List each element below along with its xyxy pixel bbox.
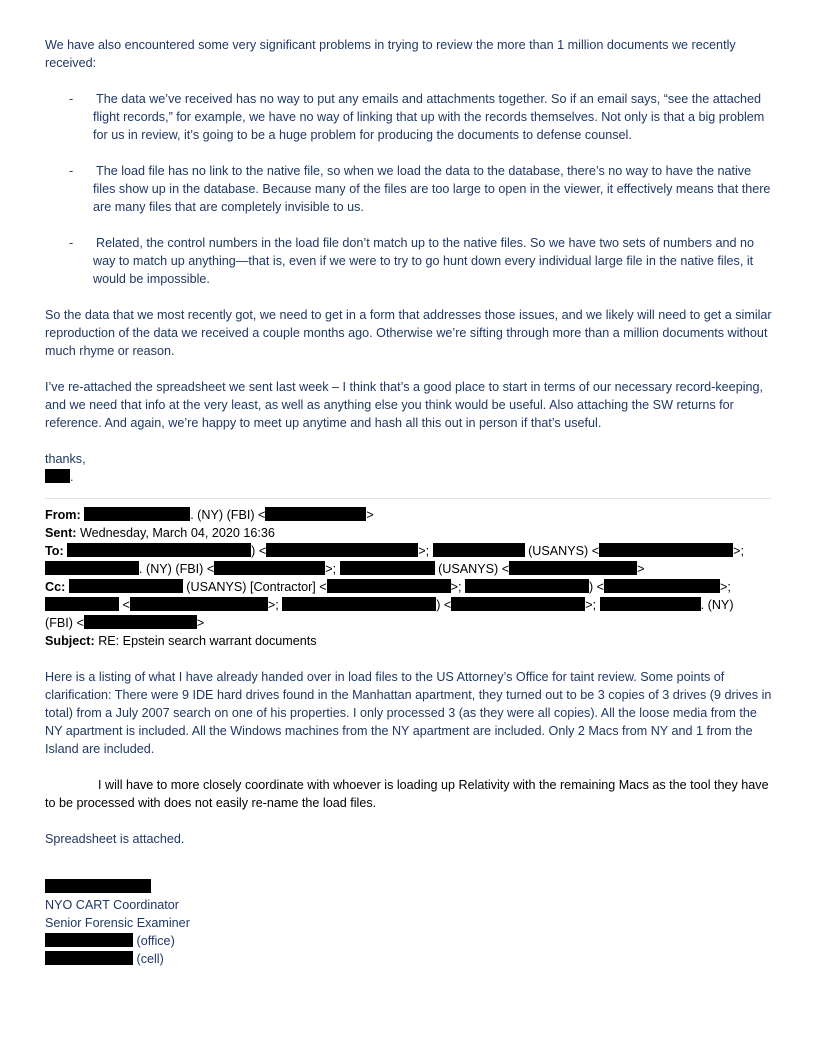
redaction-block [84, 507, 190, 521]
redaction-block [214, 561, 325, 575]
signature-cell-phone [45, 950, 773, 968]
redaction-block [45, 879, 151, 893]
to-text: (USANYS) < [438, 562, 510, 576]
redaction-block [266, 543, 418, 557]
intro-paragraph: We have also encountered some very significant problems in trying to review the more than 1 million documents we recently received: [45, 38, 736, 70]
from-label: From: [45, 508, 81, 522]
redaction-block [84, 615, 197, 629]
cc-text: >; [720, 580, 731, 594]
cc-label: Cc: [45, 580, 66, 594]
to-line [45, 542, 773, 560]
body-paragraph: Here is a listing of what I have already handed over in load files to the US Attorney’s Office for taint review. Some points of clarification: There were 9 IDE hard drives found in the Manhattan apartment, they turned out to be 3 copies of 3 drives (9 drives in total) from a July 2007 search on one of his properties. I only processed 3 (as they were all copies). All the loose media from the NY apartment is included. All the Windows machines from the NY apartment are included. Only 2 Macs from NY and 1 from the Island are included. [45, 670, 772, 756]
redaction-block [509, 561, 637, 575]
cc-line-continued [45, 614, 773, 632]
signature-line [45, 468, 773, 486]
cc-text: >; [267, 598, 279, 612]
bullet-marker: - [69, 236, 74, 250]
email-header [45, 506, 773, 650]
subject-label: Subject: [45, 634, 95, 648]
sent-line [45, 524, 773, 542]
bullet-item [45, 234, 773, 288]
bullet-text: The data we’ve received has no way to put any emails and attachments together. So if an email says, “see the attached flight records,” for example, we have no way of linking that up with the records themselves. Not only is that a big problem for us in review, it’s going to be a huge problem for producing the documents to defense counsel. [93, 92, 765, 142]
cc-line-continued [45, 596, 773, 614]
bullet-item [45, 90, 773, 144]
redaction-block [451, 597, 585, 611]
cc-text: . (NY) [700, 598, 734, 612]
redaction-block [130, 597, 268, 611]
cc-text: < [122, 598, 130, 612]
redaction-block [67, 543, 251, 557]
cc-text: >; [585, 598, 597, 612]
cc-text: > [196, 616, 205, 630]
to-text: >; [418, 544, 430, 558]
to-text: >; [325, 562, 337, 576]
office-label: (office) [133, 934, 175, 948]
closing-line: thanks, [45, 452, 86, 466]
signature-office-phone [45, 932, 773, 950]
to-label: To: [45, 544, 64, 558]
cc-line [45, 578, 773, 596]
redaction-block [599, 543, 733, 557]
redaction-block [433, 543, 525, 557]
redaction-block [45, 951, 133, 965]
subject-value: RE: Epstein search warrant documents [98, 634, 317, 648]
redaction-block [45, 933, 133, 947]
to-text: ) < [251, 544, 267, 558]
cc-text: (FBI) < [45, 616, 84, 630]
body-paragraph: Spreadsheet is attached. [45, 832, 185, 846]
signoff-dot: . [70, 470, 74, 484]
cc-text: (USANYS) [Contractor] < [186, 580, 327, 594]
redaction-block [465, 579, 589, 593]
redaction-block [340, 561, 435, 575]
to-text: > [637, 562, 645, 576]
redaction-block [45, 597, 119, 611]
redaction-block [327, 579, 451, 593]
redaction-block [600, 597, 701, 611]
cc-text: >; [450, 580, 462, 594]
signature-name [45, 878, 773, 896]
sent-label: Sent: [45, 526, 77, 540]
redaction-block [282, 597, 436, 611]
body-paragraph: So the data that we most recently got, we need to get in a form that addresses those issues, and we likely will need to get a similar reproduction of the data we received a couple months ago. Otherwise we’re sifting through more than a million documents without much rhyme or reason. [45, 308, 772, 358]
message-separator [45, 498, 771, 499]
redaction-block [604, 579, 720, 593]
body-paragraph: I will have to more closely coordinate with whoever is loading up Relativity with the remaining Macs as the tool they have to be processed with does not easily re-name the load files. [45, 778, 769, 810]
signature-block [45, 878, 773, 968]
to-text: >; [733, 544, 744, 558]
from-line: From: . (NY) (FBI) < > [45, 508, 374, 522]
redaction-block [45, 561, 139, 575]
bullet-text: Related, the control numbers in the load file don’t match up to the native files. So we have two sets of numbers and no way to match up anything—that is, even if we were to try to go hunt down every individual large file in the native files, it would be impossible. [93, 236, 755, 286]
to-text: . (NY) (FBI) < [139, 562, 215, 576]
sent-value: Wednesday, March 04, 2020 16:36 [79, 526, 275, 540]
redaction-block [69, 579, 183, 593]
body-paragraph: I’ve re-attached the spreadsheet we sent last week – I think that’s a good place to start in terms of our necessary record-keeping, and we need that info at the very least, as well as anything else you think would be useful. Also attaching the SW returns for reference. And again, we’re happy to meet up anytime and hash all this out in person if that’s useful. [45, 380, 763, 430]
signature-title: NYO CART Coordinator [45, 898, 179, 912]
bullet-item [45, 162, 773, 216]
redaction-block [265, 507, 366, 521]
redaction-block [45, 469, 70, 483]
from-suffix: . (NY) (FBI) < [190, 508, 266, 522]
to-text: (USANYS) < [528, 544, 600, 558]
subject-line [45, 632, 773, 650]
cell-label: (cell) [133, 952, 164, 966]
cc-text: ) < [588, 580, 605, 594]
bullet-marker: - [69, 164, 74, 178]
reply-message-body [45, 668, 773, 968]
email-document [45, 36, 773, 968]
earlier-message-body [45, 36, 773, 486]
to-line-continued [45, 560, 773, 578]
signature-title: Senior Forensic Examiner [45, 916, 190, 930]
cc-text: ) < [436, 598, 452, 612]
bullet-marker: - [69, 92, 74, 106]
bullet-text: The load file has no link to the native file, so when we load the data to the database, there’s no way to have the native files show up in the database. Because many of the files are too large to open in the viewer, it effectively means that there are many files that are completely invisible to us. [93, 164, 771, 214]
